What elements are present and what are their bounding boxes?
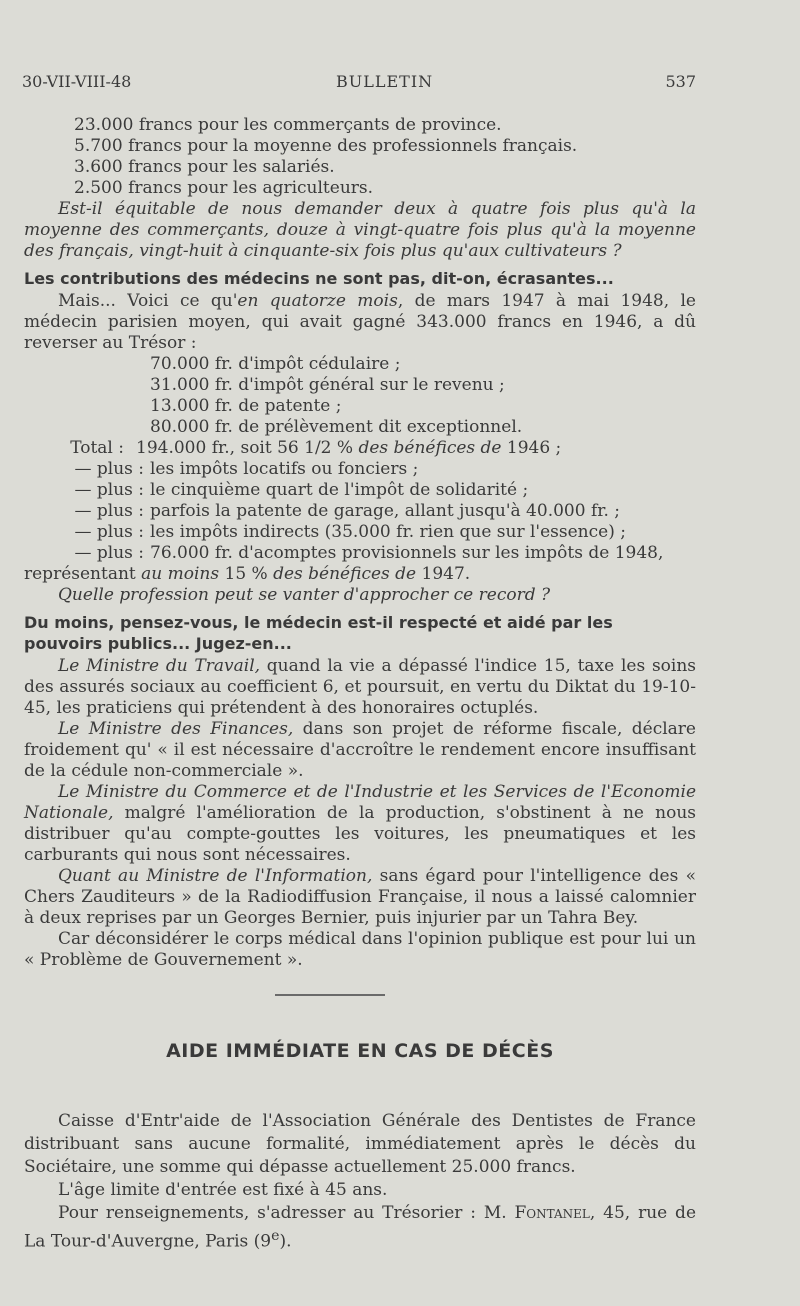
minister-paragraph — [24, 866, 696, 929]
italic-span: des bénéfices de — [273, 564, 417, 584]
plus-row — [24, 501, 696, 522]
header-title: BULLETIN — [336, 72, 434, 91]
section-paragraph — [24, 1202, 696, 1254]
text-span: , de mars 1947 à mai 1948, le médecin parisien moyen, qui avait gagné 343.000 francs en 1946, a dû reverser au Trésor : — [24, 291, 696, 353]
italic-span: au moins — [141, 564, 220, 584]
article-body — [24, 115, 696, 996]
minister-paragraph — [24, 719, 696, 782]
plus-row — [24, 480, 696, 501]
minister-name: Le Ministre du Commerce et de l'Industrie et les Services de l'Economie Nationale, — [24, 782, 696, 823]
plus-text: 76.000 fr. d'acomptes provisionnels sur les impôts de 1948, — [150, 543, 664, 563]
plus-text: le cinquième quart de l'impôt de solidarité ; — [150, 480, 529, 500]
plus-text: parfois la patente de garage, allant jusqu'à 40.000 fr. ; — [150, 501, 621, 521]
section-paragraph: Caisse d'Entr'aide de l'Association Générale des Dentistes de France distribuant sans aucune formalité, immédiatement après le décès du Sociétaire, une somme qui dépasse actuellement 25.000 francs. — [24, 1111, 696, 1177]
question-paragraph: Est-il équitable de nous demander deux à quatre fois plus qu'à la moyenne des commerçants, douze à vingt-quatre fois plus qu'à la moyenne des français, vingt-huit à cinquante-six fois plus qu'aux cultivateurs ? — [24, 199, 696, 261]
page-header — [22, 72, 696, 94]
section-body — [24, 1110, 696, 1254]
tax-item: 80.000 fr. de prélèvement dit exceptionnel. — [150, 417, 523, 437]
total-value — [136, 438, 561, 459]
tax-item: 31.000 fr. d'impôt général sur le revenu ; — [150, 375, 505, 395]
list-item: 3.600 francs pour les salariés. — [74, 157, 335, 177]
plus-label: — plus : — [74, 522, 144, 542]
plus-label: — plus : — [74, 501, 144, 521]
header-date: 30-VII-VIII-48 — [22, 72, 132, 91]
section-paragraph: L'âge limite d'entrée est fixé à 45 ans. — [58, 1180, 388, 1200]
text-span: Mais... Voici ce qu' — [58, 291, 238, 311]
plus-label: — plus : — [74, 459, 144, 479]
text-span: 194.000 fr., soit 56 1/2 % — [136, 438, 359, 458]
plus-text: les impôts indirects (35.000 fr. rien que sur l'essence) ; — [150, 522, 626, 542]
minister-paragraph — [24, 656, 696, 719]
text-span: , 45, rue de La Tour-d'Auvergne, Paris (9 — [24, 1203, 696, 1252]
section-title: AIDE IMMÉDIATE EN CAS DE DÉCÈS — [166, 1040, 554, 1062]
text-span: représentant — [24, 564, 142, 584]
minister-text: sans égard pour l'intelligence des « Chers Zauditeurs » de la Radiodiffusion Française, il nous a laissé calomnier à deux reprises par un Georges Bernier, puis injurier par un Tahra Bey. — [24, 866, 696, 928]
total-label: Total : — [70, 438, 124, 458]
separator-rule — [275, 994, 385, 996]
page-number: 537 — [665, 72, 696, 91]
closing-paragraph: Car déconsidérer le corps médical dans l'opinion publique est pour lui un « Problème de Gouvernement ». — [24, 929, 696, 970]
minister-text: dans son projet de réforme fiscale, déclare froidement qu' « il est nécessaire d'accroître le rendement encore insuffisant de la cédule non-commerciale ». — [24, 719, 696, 781]
minister-name: Le Ministre du Travail, — [58, 656, 261, 676]
tax-item: 70.000 fr. d'impôt cédulaire ; — [150, 354, 401, 374]
paragraph-mais — [24, 291, 696, 354]
plus-row — [24, 543, 696, 564]
plus-row — [24, 459, 696, 480]
treasurer-name: Fontanel — [514, 1203, 590, 1223]
income-list — [24, 115, 696, 199]
heading-pouvoirs: Du moins, pensez-vous, le médecin est-il respecté et aidé par les pouvoirs publics... Jugez-en... — [24, 613, 613, 653]
plus-label: — plus : — [74, 543, 144, 563]
text-span: 1947. — [416, 564, 471, 584]
plus-text: les impôts locatifs ou fonciers ; — [150, 459, 419, 479]
list-item: 23.000 francs pour les commerçants de province. — [74, 115, 502, 135]
italic-span: en quatorze mois — [237, 291, 398, 311]
list-item: 5.700 francs pour la moyenne des professionnels français. — [74, 136, 578, 156]
heading-contributions: Les contributions des médecins ne sont pas, dit-on, écrasantes... — [24, 269, 614, 288]
question-record: Quelle profession peut se vanter d'approcher ce record ? — [58, 585, 551, 605]
representant-line — [24, 564, 696, 585]
tax-item: 13.000 fr. de patente ; — [150, 396, 342, 416]
superscript: e — [271, 1228, 280, 1244]
list-item: 2.500 francs pour les agriculteurs. — [74, 178, 374, 198]
minister-name: Quant au Ministre de l'Information, — [58, 866, 373, 886]
total-row — [24, 438, 696, 459]
text-span: ). — [279, 1231, 292, 1252]
tax-list — [24, 354, 696, 438]
minister-text: quand la vie a dépassé l'indice 15, taxe les soins des assurés sociaux au coefficient 6, et poursuit, en vertu du Diktat du 19-10-45, les praticiens qui prétendent à des honoraires octuplés. — [24, 656, 697, 718]
minister-text: malgré l'amélioration de la production, s'obstinent à ne nous distribuer qu'au compte-gouttes les voitures, les pneumatiques et les carburants qui nous sont nécessaires. — [24, 803, 696, 865]
italic-span: des bénéfices de — [358, 438, 502, 458]
text-span: Pour renseignements, s'adresser au Trésorier : M. — [58, 1203, 515, 1223]
plus-label: — plus : — [74, 480, 144, 500]
text-span: 15 % — [219, 564, 274, 584]
plus-row — [24, 522, 696, 543]
text-span: 1946 ; — [501, 438, 562, 458]
minister-paragraph — [24, 782, 696, 866]
minister-name: Le Ministre des Finances, — [58, 719, 294, 739]
